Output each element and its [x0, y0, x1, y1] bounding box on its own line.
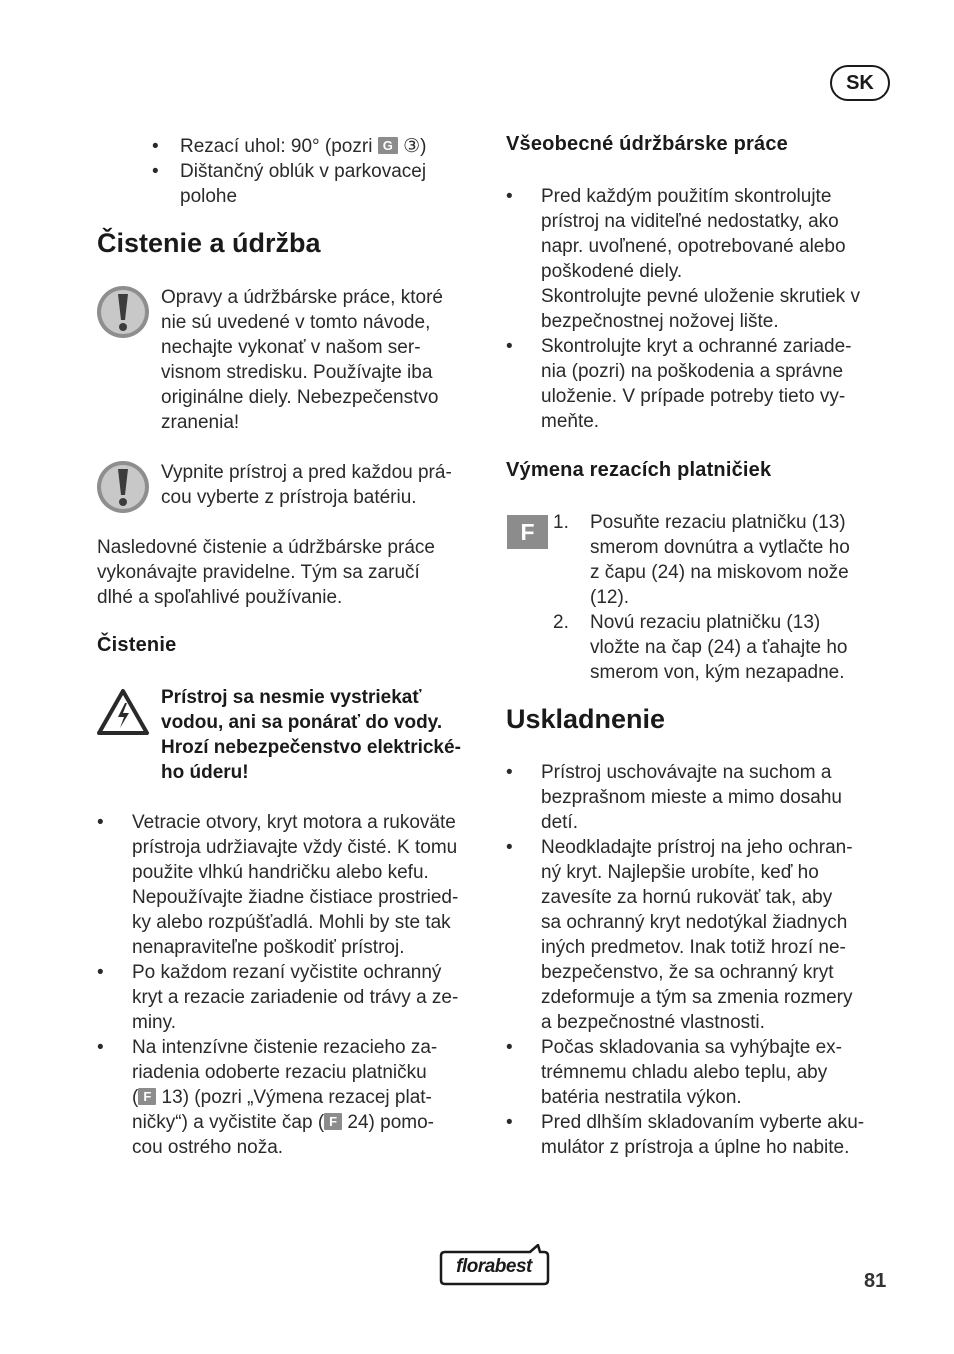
list-line: prístroj na viditeľné nedostatky, ako — [541, 211, 839, 232]
list-line: prístroja udržiavajte vždy čisté. K tomu — [132, 837, 458, 858]
warning-line: Prístroj sa nesmie vystriekať — [161, 687, 422, 708]
bullet-dot: • — [506, 336, 513, 357]
bullet-dot: • — [506, 186, 513, 207]
text-fragment: 13) (pozri „Výmena rezacej plat- — [156, 1087, 432, 1108]
figure-f-label: F — [507, 515, 548, 549]
step-number: 2. — [553, 612, 569, 633]
warning-line: ho úderu! — [161, 762, 249, 783]
warning-line: vodou, ani sa ponárať do vody. — [161, 712, 443, 733]
step-line: Novú rezaciu platničku (13) — [590, 612, 821, 633]
top-bullet-list — [152, 134, 482, 209]
list-line: bezpečenstvo, že sa ochranný kryt — [541, 962, 834, 983]
list-line: iných predmetov. Inak totiž hrozí ne- — [541, 937, 846, 958]
bullet-dot: • — [152, 136, 159, 157]
paragraph-line: dlhé a spoľahlivé používanie. — [97, 587, 343, 608]
list-line: trémnemu chladu alebo teplu, aby — [541, 1062, 828, 1083]
list-line — [132, 1110, 487, 1135]
figure-g-badge: G — [378, 137, 398, 154]
florabest-logo — [438, 1244, 550, 1288]
page-number: 81 — [864, 1270, 887, 1292]
subsection-title-cleaning: Čistenie — [97, 634, 177, 656]
notice-line: visnom stredisku. Používajte iba — [161, 362, 433, 383]
step-line: smerom dovnútra a vytlačte ho — [590, 537, 850, 558]
step-line: z čapu (24) na miskovom nože — [590, 562, 849, 583]
notice-line: nechajte vykonať v našom ser- — [161, 337, 421, 358]
bullet-dot: • — [506, 837, 513, 858]
list-item — [506, 1110, 901, 1160]
logo-text: florabest — [456, 1256, 532, 1277]
list-line: napr. uvoľnené, opotrebované alebo — [541, 236, 846, 257]
list-line — [132, 1085, 487, 1110]
list-line: a bezpečnostné vlastnosti. — [541, 1012, 765, 1033]
section-title-storage: Uskladnenie — [506, 704, 666, 734]
notice-line: nie sú uvedené v tomto návode, — [161, 312, 431, 333]
list-line: Na intenzívne čistenie rezacieho za- — [132, 1037, 438, 1058]
bullet-dot: • — [506, 1112, 513, 1133]
warning-line: Hrozí nebezpečenstvo elektrické- — [161, 737, 461, 758]
list-line: Pred dlhším skladovaním vyberte aku- — [541, 1112, 865, 1133]
list-line: batéria nestratila výkon. — [541, 1087, 742, 1108]
step-line: vložte na čap (24) a ťahajte ho — [590, 637, 848, 658]
subsection-title-blade-replacement: Výmena rezacích platničiek — [506, 459, 772, 481]
list-line: zavesíte za hornú rukoväť tak, aby — [541, 887, 833, 908]
exclamation-notice-icon — [96, 285, 150, 339]
list-item — [152, 134, 482, 159]
electric-shock-warning-icon — [96, 688, 150, 736]
notice-line: cou vyberte z prístroja batériu. — [161, 487, 417, 508]
figure-f-badge: F — [324, 1113, 342, 1130]
step-line: smerom von, kým nezapadne. — [590, 662, 845, 683]
list-item — [97, 1035, 487, 1160]
list-item — [506, 184, 896, 334]
list-line: poškodené diely. — [541, 261, 683, 282]
figure-f-badge: F — [138, 1088, 156, 1105]
list-line: detí. — [541, 812, 578, 833]
list-line: kryt a rezacie zariadenie od trávy a ze- — [132, 987, 459, 1008]
list-line: miny. — [132, 1012, 176, 1033]
step-line: Posuňte rezaciu platničku (13) — [590, 512, 846, 533]
bullet-dot: • — [97, 962, 104, 983]
intro-paragraph — [97, 535, 487, 610]
list-line: Vetracie otvory, kryt motora a rukoväte — [132, 812, 456, 833]
list-line: nenapraviteľne poškodiť prístroj. — [132, 937, 405, 958]
list-line: Prístroj uschovávajte na suchom a — [541, 762, 832, 783]
paragraph-line: vykonávajte pravidelne. Tým sa zaručí — [97, 562, 420, 583]
language-badge: SK — [830, 65, 890, 101]
list-line: sa ochranný kryt nedotýkal žiadnych — [541, 912, 848, 933]
step-item — [553, 510, 893, 610]
list-line: bezpečnostnej nožovej lište. — [541, 311, 779, 332]
cleaning-bullet-list — [97, 810, 487, 1160]
list-line: Po každom rezaní vyčistite ochranný — [132, 962, 442, 983]
bullet-dot: • — [506, 762, 513, 783]
list-line: nia (pozri) na poškodenia a správne — [541, 361, 844, 382]
exclamation-notice-icon — [96, 460, 150, 514]
list-line: použite vlhkú handričku alebo kefu. — [132, 862, 429, 883]
list-line: Skontrolujte pevné uloženie skrutiek v — [541, 286, 860, 307]
list-line: Nepoužívajte žiadne čistiace prostried- — [132, 887, 459, 908]
cutting-angle-suffix: ③) — [397, 136, 427, 157]
list-line: Pred každým použitím skontrolujte — [541, 186, 832, 207]
bullet-dot: • — [152, 161, 159, 182]
list-item — [152, 159, 482, 209]
storage-bullet-list — [506, 760, 901, 1160]
list-line: bezprašnom mieste a mimo dosahu — [541, 787, 842, 808]
list-line: zdeformuje a tým sa zmenia rozmery — [541, 987, 853, 1008]
list-line: ky alebo rozpúšťadlá. Mohli by ste tak — [132, 912, 451, 933]
notice-line: Vypnite prístroj a pred každou prá- — [161, 462, 452, 483]
notice-line: Opravy a údržbárske práce, ktoré — [161, 287, 443, 308]
list-item — [506, 760, 901, 835]
list-item — [97, 810, 487, 960]
list-line: Skontrolujte kryt a ochranné zariade- — [541, 336, 852, 357]
maintenance-bullet-list — [506, 184, 896, 434]
text-fragment: 24) pomo- — [342, 1112, 434, 1133]
list-line: polohe — [180, 186, 238, 207]
replacement-steps — [553, 510, 893, 685]
step-line: (12). — [590, 587, 630, 608]
subsection-title-general-maintenance: Všeobecné údržbárske práce — [506, 133, 788, 155]
text-fragment: ničky“) a vyčistite čap ( — [132, 1112, 325, 1133]
paragraph-line: Nasledovné čistenie a údržbárske práce — [97, 537, 435, 558]
list-line: meňte. — [541, 411, 600, 432]
list-item — [97, 960, 487, 1035]
notice-line: zranenia! — [161, 412, 240, 433]
notice-battery — [161, 460, 491, 510]
list-item — [506, 1035, 901, 1110]
list-line: Dištančný oblúk v parkovacej — [180, 161, 427, 182]
list-line: mulátor z prístroja a úplne ho nabite. — [541, 1137, 850, 1158]
bullet-dot: • — [506, 1037, 513, 1058]
bullet-dot: • — [97, 812, 104, 833]
cutting-angle-text: Rezací uhol: 90° (pozri — [180, 136, 378, 157]
electric-warning-text — [161, 685, 491, 785]
list-line: cou ostrého noža. — [132, 1137, 284, 1158]
notice-repairs — [161, 285, 491, 435]
list-item — [506, 334, 896, 434]
list-line: Počas skladovania sa vyhýbajte ex- — [541, 1037, 842, 1058]
step-number: 1. — [553, 512, 569, 533]
section-title-cleaning-maintenance: Čistenie a údržba — [97, 228, 321, 258]
text-fragment: ( — [132, 1087, 139, 1108]
step-item — [553, 610, 893, 685]
list-line: riadenia odoberte rezaciu platničku — [132, 1062, 427, 1083]
notice-line: originálne diely. Nebezpečenstvo — [161, 387, 439, 408]
list-item — [506, 835, 901, 1035]
bullet-dot: • — [97, 1037, 104, 1058]
list-line: uloženie. V prípade potreby tieto vy- — [541, 386, 846, 407]
list-line: ný kryt. Najlepšie urobíte, keď ho — [541, 862, 819, 883]
list-line: Neodkladajte prístroj na jeho ochran- — [541, 837, 853, 858]
